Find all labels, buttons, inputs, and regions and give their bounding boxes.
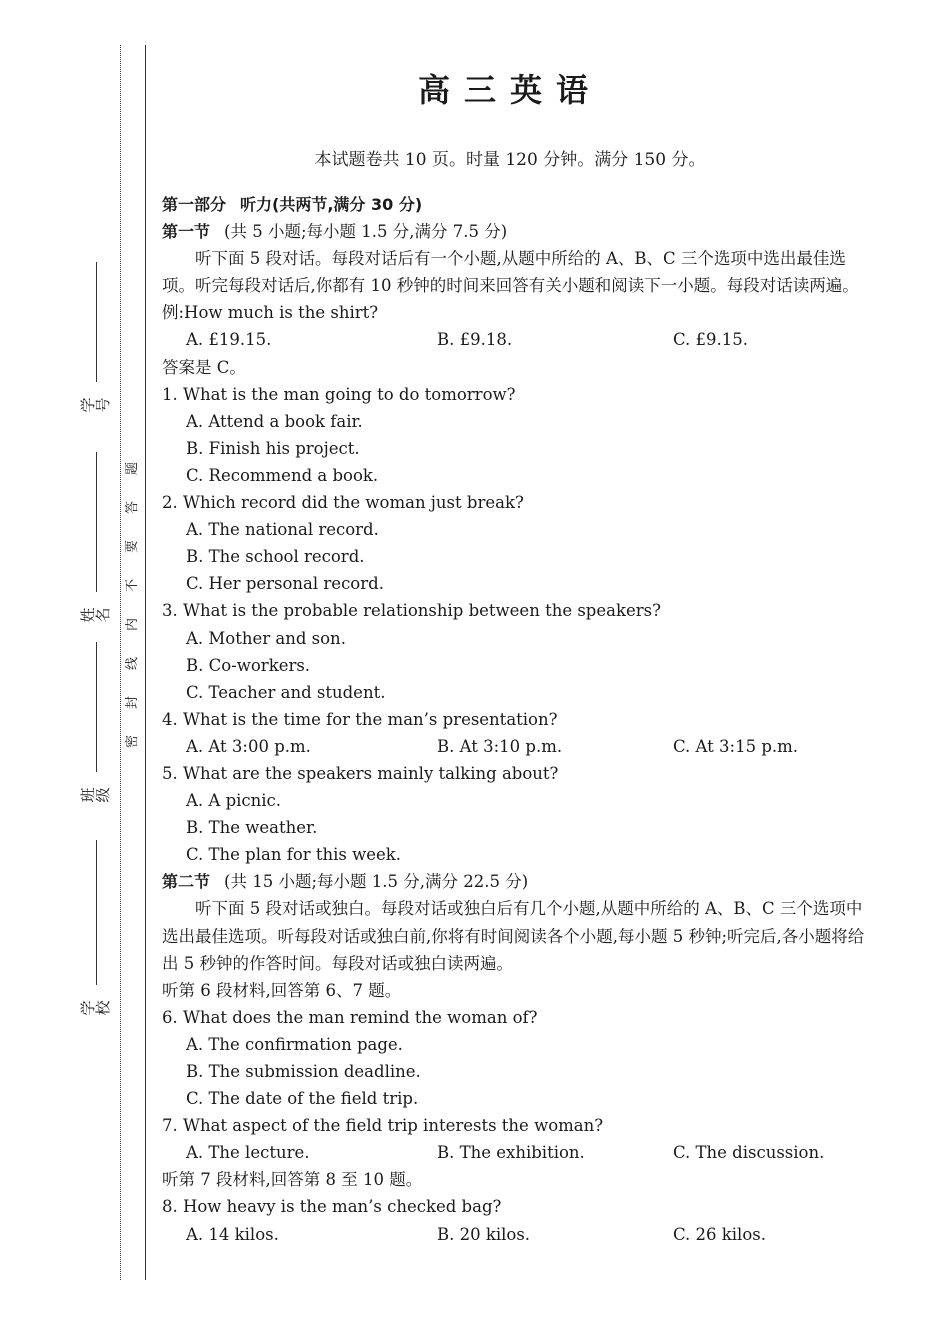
material-6-note: 听第 6 段材料,回答第 6、7 题。 — [162, 980, 402, 1000]
part1-title: 听力(共两节,满分 30 分) — [240, 195, 423, 214]
class-field — [80, 642, 112, 814]
question-1: 1. What is the man going to do tomorrow? — [162, 384, 516, 404]
option-c: C. Her personal record. — [186, 574, 384, 594]
class-underline — [96, 642, 97, 772]
seal-char: 题 — [125, 461, 141, 476]
part1-label: 第一部分 — [162, 195, 227, 214]
margin-line-solid — [145, 45, 146, 1280]
section1-label: 第一节 — [162, 222, 211, 242]
school-field — [80, 840, 112, 1027]
option-a: A. The lecture. — [186, 1143, 310, 1163]
option-c: C. The plan for this week. — [186, 845, 402, 865]
seal-line-notice — [122, 462, 144, 748]
option-b: B. Co-workers. — [186, 655, 311, 675]
section1-heading — [162, 218, 867, 245]
option-a: A. The confirmation page. — [186, 1034, 403, 1054]
option-b: B. At 3:10 p.m. — [437, 736, 563, 756]
option-b: B. The school record. — [186, 547, 365, 567]
question-7-options — [162, 1139, 867, 1166]
name-field — [80, 452, 112, 634]
page-title: 高三英语 — [417, 71, 602, 109]
school-underline — [96, 840, 97, 985]
seal-char: 内 — [125, 617, 141, 632]
class-label: 班级 — [79, 787, 112, 803]
option-a: A. The national record. — [186, 520, 379, 540]
exam-content — [162, 191, 867, 1248]
part1-heading — [162, 191, 867, 218]
section1-instructions: 听下面 5 段对话。每段对话后有一个小题,从题中所给的 A、B、C 三个选项中选出最佳选项。听完每段对话后,你都有 10 秒钟的时间来回答有关小题和阅读下一小题。每段对话读两遍。 — [162, 249, 859, 296]
example-question: 例:How much is the shirt? — [162, 303, 379, 323]
seal-char: 不 — [125, 578, 141, 593]
student-id-field — [80, 262, 112, 424]
option-b: B. The submission deadline. — [186, 1062, 421, 1081]
option-a: A. £19.15. — [186, 330, 272, 350]
student-id-underline — [96, 262, 97, 382]
question-3: 3. What is the probable relationship between the speakers? — [162, 601, 661, 621]
question-8-options — [162, 1221, 867, 1248]
option-a: A. Attend a book fair. — [186, 411, 363, 431]
section2-label: 第二节 — [162, 872, 211, 892]
question-4-options — [162, 733, 867, 760]
option-b: B. The weather. — [186, 818, 318, 838]
option-c: C. The discussion. — [673, 1143, 825, 1163]
school-label: 学校 — [79, 1000, 112, 1016]
seal-char: 线 — [125, 656, 141, 671]
student-id-label: 学号 — [79, 397, 112, 413]
question-2: 2. Which record did the woman just break? — [162, 493, 524, 513]
example-options — [162, 326, 867, 353]
seal-char: 密 — [125, 734, 141, 749]
example-answer: 答案是 C。 — [162, 357, 246, 377]
option-b: B. The exhibition. — [437, 1143, 585, 1163]
section2-instructions: 听下面 5 段对话或独白。每段对话或独白后有几个小题,从题中所给的 A、B、C 三个选项中选出最佳选项。听每段对话或独白前,你将有时间阅读各个小题,每小题 5 秒钟;听完后,各小题将给出 5 秒钟的作答时间。每段对话或独白读两遍。 — [162, 899, 865, 973]
option-c: C. The date of the field trip. — [186, 1089, 419, 1109]
option-c: C. £9.15. — [673, 330, 749, 350]
option-a: A. A picnic. — [186, 791, 282, 811]
name-label: 姓名 — [79, 607, 112, 623]
material-7-note: 听第 7 段材料,回答第 8 至 10 题。 — [162, 1170, 423, 1190]
option-c: C. Recommend a book. — [186, 465, 379, 485]
seal-char: 要 — [125, 539, 141, 554]
option-c: C. 26 kilos. — [673, 1224, 766, 1244]
section2-heading — [162, 868, 867, 895]
seal-char: 答 — [125, 500, 141, 515]
option-a: A. 14 kilos. — [186, 1224, 279, 1244]
option-a: A. At 3:00 p.m. — [186, 736, 311, 756]
seal-char: 封 — [125, 695, 141, 710]
question-8: 8. How heavy is the man’s checked bag? — [162, 1197, 502, 1217]
option-c: C. At 3:15 p.m. — [673, 736, 799, 756]
section1-title: (共 5 小题;每小题 1.5 分,满分 7.5 分) — [224, 222, 508, 242]
exam-info: 本试题卷共 10 页。时量 120 分钟。满分 150 分。 — [314, 150, 706, 170]
question-4: 4. What is the time for the man’s presentation? — [162, 709, 558, 729]
question-6: 6. What does the man remind the woman of? — [162, 1007, 538, 1027]
option-c: C. Teacher and student. — [186, 682, 386, 702]
section2-title: (共 15 小题;每小题 1.5 分,满分 22.5 分) — [224, 872, 529, 892]
question-7: 7. What aspect of the field trip interests the woman? — [162, 1116, 604, 1136]
option-a: A. Mother and son. — [186, 628, 346, 648]
option-b: B. £9.18. — [437, 330, 513, 350]
cut-line-dotted — [120, 45, 121, 1280]
option-b: B. Finish his project. — [186, 438, 360, 458]
name-underline — [96, 452, 97, 592]
option-b: B. 20 kilos. — [437, 1224, 531, 1244]
question-5: 5. What are the speakers mainly talking about? — [162, 763, 559, 783]
